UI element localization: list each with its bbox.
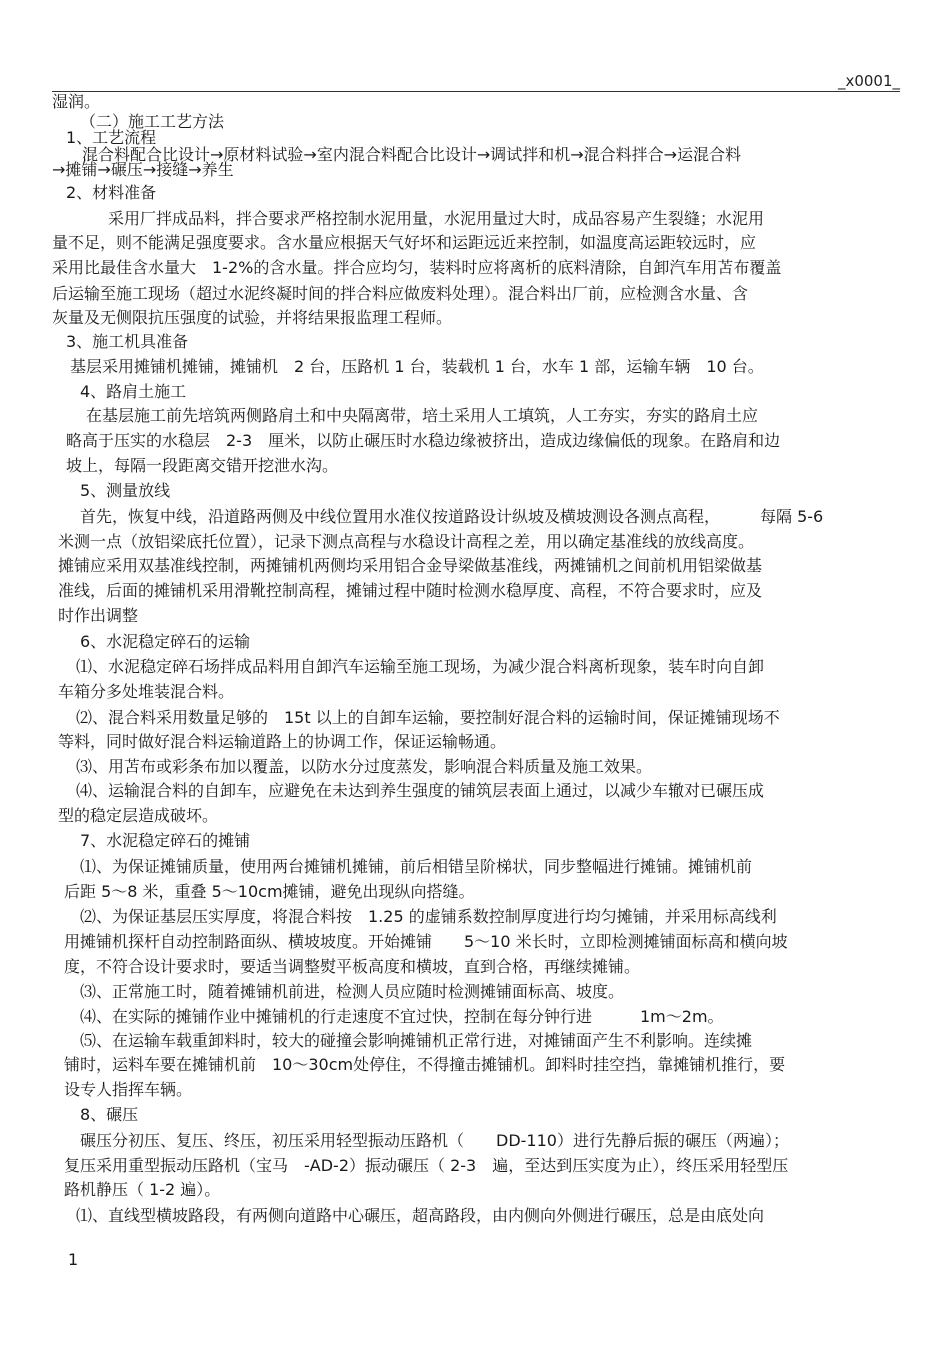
subsection-heading: 6、水泥稳定碎石的运输 <box>80 632 251 651</box>
text-line: 等料，同时做好混合料运输道路上的协调工作，保证运输畅通。 <box>58 732 507 751</box>
text-line: 摊铺应采用双基准线控制，两摊铺机两侧均采用铝合金导梁做基准线，两摊铺机之间前机用铝梁做基 <box>58 556 763 575</box>
subsection-heading: 4、路肩土施工 <box>80 382 187 401</box>
text-line: 型的稳定层造成破坏。 <box>58 806 219 825</box>
text-line: →摊铺→碾压→接缝→养生 <box>52 160 234 179</box>
text-line: 铺时，运料车要在摊铺机前 10～30cm处停住，不得撞击摊铺机。卸料时挂空挡，靠摊铺机推行，要 <box>64 1055 786 1074</box>
text-line: 采用厂拌成品料，拌合要求严格控制水泥用量，水泥用量过大时，成品容易产生裂缝；水泥用 <box>108 209 765 228</box>
text-line: 路机静压（ 1-2 遍）。 <box>64 1180 221 1199</box>
text-line: 灰量及无侧限抗压强度的试验，并将结果报监理工程师。 <box>52 308 453 327</box>
text-line: 坡上，每隔一段距离交错开挖泄水沟。 <box>66 456 339 475</box>
text-line: 首先，恢复中线，沿道路两侧及中线位置用水准仪按道路设计纵坡及横坡测设各测点高程， 每隔 5-6 <box>80 507 824 526</box>
text-line: 后距 5～8 米，重叠 5～10cm摊铺，避免出现纵向搭缝。 <box>64 882 475 901</box>
text-line: ⑸、在运输车载重卸料时，较大的碰撞会影响摊铺机正常行进，对摊铺面产生不利影响。连续摊 <box>80 1031 753 1050</box>
text-line: 车箱分多处堆装混合料。 <box>58 682 235 701</box>
text-line: ⑴、为保证摊铺质量，使用两台摊铺机摊铺，前后相错呈阶梯状，同步整幅进行摊铺。摊铺机前 <box>80 857 753 876</box>
text-line: ⑴、直线型横坡路段，有两侧向道路中心碾压，超高路段，由内侧向外侧进行碾压，总是由底处向 <box>76 1206 765 1225</box>
subsection-heading: 2、材料准备 <box>66 183 157 202</box>
text-line: 碾压分初压、复压、终压，初压采用轻型振动压路机（ DD-110）进行先静后振的碾压（两遍）； <box>80 1131 789 1150</box>
text-line: 时作出调整 <box>58 606 139 625</box>
text-line: 用摊铺机探杆自动控制路面纵、横坡坡度。开始摊铺 5～10 米长时，立即检测摊铺面标高和横向坡 <box>64 932 788 951</box>
section-heading: （二）施工工艺方法 <box>80 112 225 131</box>
text-line: ⑶、正常施工时，随着摊铺机前进，检测人员应随时检测摊铺面标高、坡度。 <box>80 982 625 1001</box>
text-line: 湿润。 <box>52 92 101 111</box>
text-line: 基层采用摊铺机摊铺，摊铺机 2 台，压路机 1 台，装载机 1 台，水车 1 部，运输车辆 10 台。 <box>70 357 764 376</box>
text-line: ⑷、在实际的摊铺作业中摊铺机的行走速度不宜过快，控制在每分钟行进 1m～2m。 <box>80 1007 724 1026</box>
text-line: ⑵、为保证基层压实厚度，将混合料按 1.25 的虚铺系数控制厚度进行均匀摊铺，并采用标高线利 <box>80 907 777 926</box>
page-number: 1 <box>68 1250 79 1269</box>
header-code: _x0001_ <box>837 72 900 90</box>
subsection-heading: 5、测量放线 <box>80 481 171 500</box>
subsection-heading: 3、施工机具准备 <box>66 332 189 351</box>
text-line: ⑵、混合料采用数量足够的 15t 以上的自卸车运输，要控制好混合料的运输时间，保证摊铺现场不 <box>76 708 780 727</box>
text-line: 采用比最佳含水量大 1-2%的含水量。拌合应均匀，装料时应将离析的底料清除，自卸汽车用苫布覆盖 <box>52 258 782 277</box>
text-line: 米测一点（放铝梁底托位置），记录下测点高程与水稳设计高程之差，用以确定基准线的放线高度。 <box>58 532 755 551</box>
header-rule <box>52 91 900 92</box>
subsection-heading: 1、工艺流程 <box>66 128 157 147</box>
text-line: ⑶、用苫布或彩条布加以覆盖，以防水分过度蒸发，影响混合料质量及施工效果。 <box>76 757 653 776</box>
text-line: 在基层施工前先培筑两侧路肩土和中央隔离带，培土采用人工填筑，人工夯实，夯实的路肩土应 <box>86 406 759 425</box>
text-line: ⑴、水泥稳定碎石场拌成品料用自卸汽车运输至施工现场，为减少混合料离析现象，装车时向自卸 <box>76 657 765 676</box>
text-line: 度，不符合设计要求时，要适当调整熨平板高度和横坡，直到合格，再继续摊铺。 <box>64 957 641 976</box>
text-line: 量不足，则不能满足强度要求。含水量应根据天气好坏和运距远近来控制，如温度高运距较远时，应 <box>52 233 757 252</box>
text-line: 混合料配合比设计→原材料试验→室内混合料配合比设计→调试拌和机→混合料拌合→运混合料 <box>82 145 742 164</box>
subsection-heading: 7、水泥稳定碎石的摊铺 <box>80 831 251 850</box>
text-line: 后运输至施工现场（超过水泥终凝时间的拌合料应做废料处理）。混合料出厂前，应检测含水量、含 <box>52 284 749 303</box>
subsection-heading: 8、碾压 <box>80 1105 139 1124</box>
text-line: 准线，后面的摊铺机采用滑靴控制高程，摊铺过程中随时检测水稳厚度、高程，不符合要求时，应及 <box>58 581 763 600</box>
text-line: 复压采用重型振动压路机（宝马 -AD-2）振动碾压（ 2-3 遍，至达到压实度为止），终压采用轻型压 <box>64 1156 789 1175</box>
text-line: ⑷、运输混合料的自卸车，应避免在未达到养生强度的铺筑层表面上通过，以减少车辙对已碾压成 <box>76 781 765 800</box>
text-line: 略高于压实的水稳层 2-3 厘米，以防止碾压时水稳边缘被挤出，造成边缘偏低的现象。在路肩和边 <box>66 431 781 450</box>
text-line: 设专人指挥车辆。 <box>64 1080 193 1099</box>
